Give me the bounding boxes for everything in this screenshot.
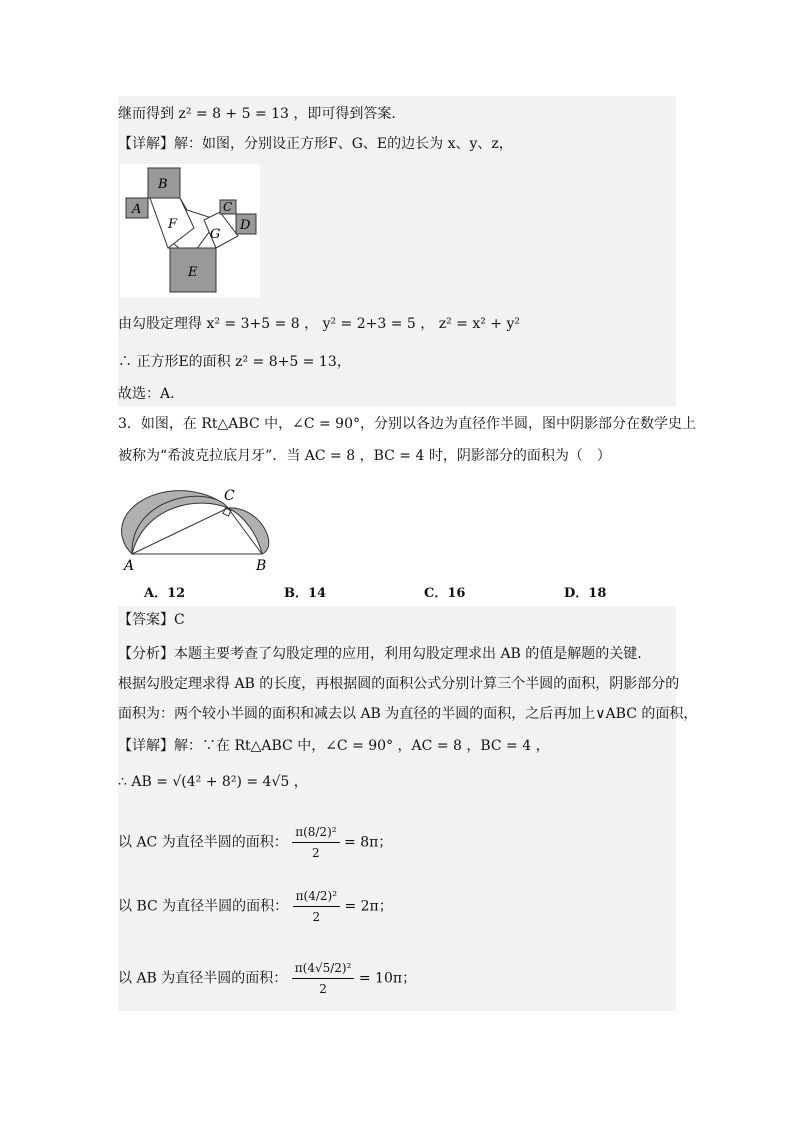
area-ac-numerator: π(8/2)² [295, 825, 337, 839]
question-3-line-2: 被称为“希波克拉底月牙”．当 AC = 8 ，BC = 4 时，阴影部分的面积为（ ） [118, 448, 611, 464]
label-a: A [132, 202, 142, 217]
label-c: C [223, 200, 233, 214]
analysis-line-3: 面积为：两个较小半圆的面积和减去以 AB 为直径的半圆的面积，之后再加上∨ABC 的面积， [118, 706, 698, 722]
label-d: D [240, 218, 251, 233]
option-b[interactable]: B．14 [284, 586, 327, 601]
pythagoras-line: 由勾股定理得 x² = 3+5 = 8 ， y² = 2+3 = 5 ， z² = x² + y² [118, 316, 520, 332]
label-c-vertex: C [224, 488, 235, 504]
area-bc-row [118, 886, 393, 927]
solution-line-1: 继而得到 z² = 8 + 5 = 13 ，即可得到答案. [118, 106, 396, 122]
area-ac-label: 以 AC 为直径半圆的面积： [118, 834, 288, 851]
label-e: E [188, 265, 198, 280]
area-ab-result: = 10π； [358, 970, 417, 987]
lune-figure [120, 476, 280, 572]
question-3-line-1: 3．如图，在 Rt△ABC 中，∠C = 90°，分别以各边为直径作半圆，图中阴影部分在数学史上 [118, 416, 696, 432]
area-bc-result: = 2π； [344, 898, 393, 915]
label-a-vertex: A [124, 558, 135, 572]
answer-line: 【答案】C [118, 612, 185, 628]
detail-line-1: 【详解】解：∵在 Rt△ABC 中，∠C = 90° ，AC = 8 ，BC = 4 ， [118, 738, 550, 754]
area-ab-denominator: 2 [292, 978, 355, 999]
area-ac-fraction [292, 822, 339, 863]
area-e-line: ∴ 正方形E的面积 z² = 8+5 = 13， [118, 354, 351, 370]
area-ac-result: = 8π； [344, 834, 393, 851]
choice-line: 故选：A. [118, 386, 175, 402]
option-c[interactable]: C．16 [424, 586, 466, 601]
detail-line-2: ∴ AB = √(4² + 8²) = 4√5 ， [118, 774, 308, 790]
answer-block-shading [118, 606, 676, 1011]
area-ab-row [118, 958, 416, 999]
label-b: B [158, 177, 168, 192]
area-ab-fraction [292, 958, 355, 999]
detail-intro: 【详解】解：如图，分别设正方形F、G、E的边长为 x、y、z， [118, 136, 513, 152]
area-ac-row [118, 822, 392, 863]
squares-figure [120, 164, 260, 298]
analysis-line-2: 根据勾股定理求得 AB 的长度，再根据圆的面积公式分别计算三个半圆的面积，阴影部分的 [118, 676, 680, 692]
area-ab-label: 以 AB 为直径半圆的面积： [118, 970, 288, 987]
label-f: F [168, 217, 178, 232]
label-b-vertex: B [256, 558, 267, 572]
area-bc-fraction [293, 886, 340, 927]
option-a[interactable]: A．12 [144, 586, 186, 601]
area-ac-denominator: 2 [292, 842, 339, 863]
area-ab-numerator: π(4√5/2)² [294, 961, 352, 975]
area-bc-label: 以 BC 为直径半圆的面积： [118, 898, 289, 915]
area-bc-numerator: π(4/2)² [295, 889, 337, 903]
analysis-line-1: 【分析】本题主要考查了勾股定理的应用，利用勾股定理求出 AB 的值是解题的关键. [118, 646, 642, 662]
label-g: G [210, 227, 221, 242]
area-bc-denominator: 2 [293, 906, 340, 927]
document-page [118, 96, 698, 1011]
option-d[interactable]: D．18 [564, 586, 607, 601]
